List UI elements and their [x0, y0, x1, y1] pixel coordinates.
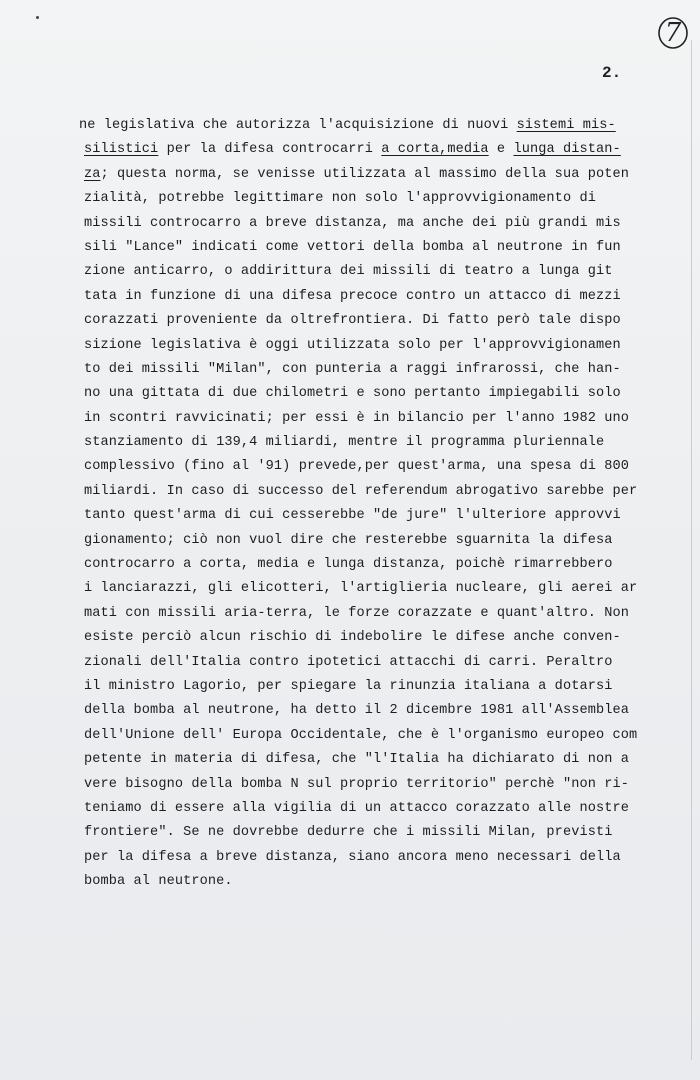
text-line: vere bisogno della bomba N sul proprio territorio" perchè "non ri- — [84, 776, 629, 792]
text-line: mati con missili aria-terra, le forze corazzate e quant'altro. Non — [84, 605, 629, 621]
text-line: bomba al neutrone. — [84, 874, 233, 890]
text-line: zionali dell'Italia contro ipotetici attacchi di carri. Peraltro — [84, 654, 613, 670]
text-line: zione anticarro, o addirittura dei missili di teatro a lunga git — [84, 264, 613, 280]
page-number: 2. — [602, 64, 622, 82]
page-edge — [691, 40, 692, 1060]
text-line: no una gittata di due chilometri e sono pertanto impiegabili solo — [84, 386, 621, 402]
text-line: missili controcarro a breve distanza, ma anche dei più grandi mis — [84, 215, 621, 231]
text-line: tata in funzione di una difesa precoce contro un attacco di mezzi — [84, 288, 621, 304]
text-line: in scontri ravvicinati; per essi è in bilancio per l'anno 1982 uno — [84, 410, 629, 426]
text-line: i lanciarazzi, gli elicotteri, l'artiglieria nucleare, gli aerei ar — [84, 581, 638, 597]
text-line: per la difesa a breve distanza, siano ancora meno necessari della — [84, 849, 621, 865]
body-text — [79, 114, 644, 895]
text-line: sili "Lance" indicati come vettori della bomba al neutrone in fun — [84, 239, 621, 255]
text-line: teniamo di essere alla vigilia di un attacco corazzato alle nostre — [84, 800, 629, 816]
text-line: controcarro a corta, media e lunga distanza, poichè rimarrebbero — [84, 557, 613, 573]
text-line: ne legislativa che autorizza l'acquisizione di nuovi sistemi mis- — [79, 118, 616, 133]
text-line: silistici per la difesa controcarri a corta,media e lunga distan- — [84, 142, 621, 158]
text-line: dell'Unione dell' Europa Occidentale, che è l'organismo europeo com — [84, 727, 638, 743]
text-line: sizione legislativa è oggi utilizzata solo per l'approvvigionamen — [84, 337, 621, 353]
text-line: miliardi. In caso di successo del referendum abrogativo sarebbe per — [84, 483, 638, 499]
text-line: za; questa norma, se venisse utilizzata al massimo della sua poten — [84, 166, 629, 182]
text-line: complessivo (fino al '91) prevede,per quest'arma, una spesa di 800 — [84, 459, 629, 475]
text-line: della bomba al neutrone, ha detto il 2 dicembre 1981 all'Assemblea — [84, 703, 629, 719]
text-line: tanto quest'arma di cui cesserebbe "de jure" l'ulteriore approvvi — [84, 508, 621, 524]
text-line: to dei missili "Milan", con punteria a raggi infrarossi, che han- — [84, 361, 621, 377]
text-line: gionamento; ciò non vuol dire che resterebbe sguarnita la difesa — [84, 532, 613, 548]
text-line: esiste perciò alcun rischio di indebolire le difese anche conven- — [84, 630, 621, 646]
text-line: zialità, potrebbe legittimare non solo l'approvvigionamento di — [84, 191, 596, 207]
text-line: frontiere". Se ne dovrebbe dedurre che i missili Milan, previsti — [84, 825, 613, 841]
text-line: petente in materia di difesa, che "l'Italia ha dichiarato di non a — [84, 752, 629, 768]
text-line: stanziamento di 139,4 miliardi, mentre il programma pluriennale — [84, 435, 605, 451]
text-line: il ministro Lagorio, per spiegare la rinunzia italiana a dotarsi — [84, 678, 613, 694]
circled-number-text: 7 — [664, 18, 682, 48]
paper-mark — [36, 16, 39, 19]
text-line: corazzati proveniente da oltrefrontiera. Di fatto però tale dispo — [84, 313, 621, 329]
circled-page-annotation — [657, 16, 689, 50]
